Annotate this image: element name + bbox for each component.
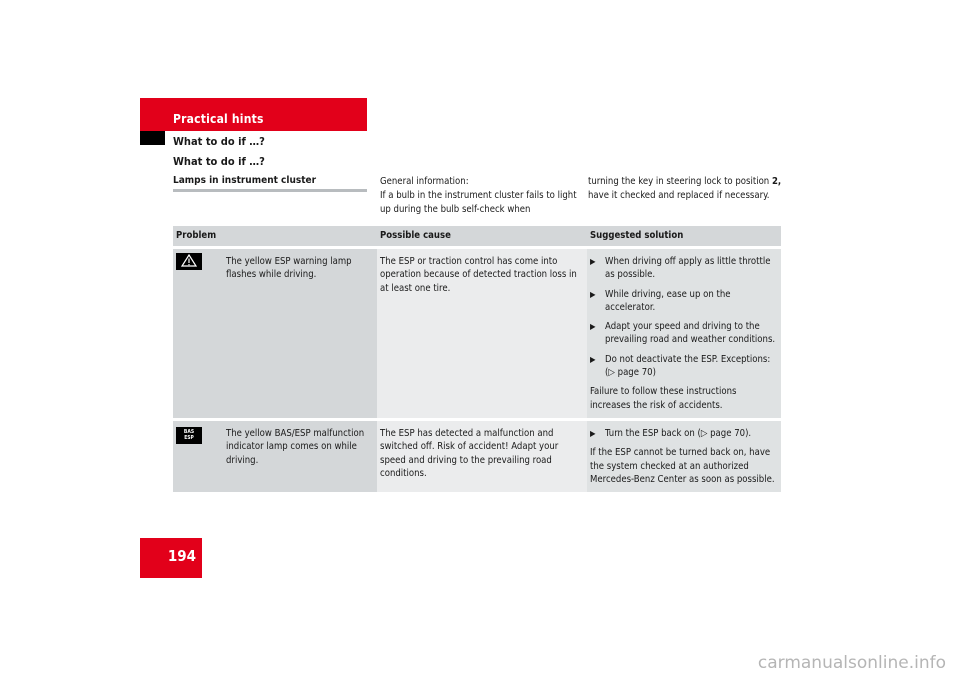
problem-text: The yellow ESP warning lamp flashes while driving. <box>223 248 377 420</box>
bullet-arrow-icon: ▶ <box>590 257 596 266</box>
section-tab-marker <box>140 131 165 145</box>
table-row <box>173 248 781 420</box>
solution-step: ▶ When driving off apply as little throttle as possible. <box>590 256 771 281</box>
solution-step: ▶ Do not deactivate the ESP. Exceptions: (▷ page 70) <box>590 353 771 379</box>
cause-text: The ESP or traction control has come into operation because of detected traction loss in at least one tire. <box>377 248 587 420</box>
table-row <box>173 419 781 492</box>
warning-note: Failure to follow these instructions increases the risk of accidents. <box>590 386 737 411</box>
esp-warning-icon <box>176 253 202 270</box>
position-number: 2, <box>771 176 782 187</box>
icon-cell <box>173 248 223 420</box>
chapter-title: What to do if …? <box>173 135 265 148</box>
solution-cell <box>587 419 781 492</box>
page-number-box <box>140 538 202 578</box>
header-solution: Suggested solution <box>587 226 781 248</box>
header-problem: Problem <box>173 226 377 248</box>
bullet-arrow-icon: ▶ <box>590 354 596 364</box>
warning-note: If the ESP cannot be turned back on, have the system checked at an authorized Mercedes-Benz Center as soon as possible. <box>590 447 775 485</box>
general-info-col2: turning the key in steering lock to position 2, have it checked and replaced if necessary. <box>588 176 782 201</box>
solution-step: ▶ While driving, ease up on the accelerator. <box>590 288 731 313</box>
solution-step: ▶ Adapt your speed and driving to the prevailing road and weather conditions. <box>590 321 776 346</box>
header-cause: Possible cause <box>377 226 587 248</box>
section-label: Practical hints <box>173 112 264 126</box>
problem-text: The yellow BAS/ESP malfunction indicator lamp comes on while driving. <box>223 419 377 492</box>
icon-cell <box>173 419 223 492</box>
bullet-arrow-icon: ▶ <box>590 322 596 332</box>
problem-table <box>173 226 781 492</box>
block-title: Lamps in instrument cluster <box>173 175 317 186</box>
cause-text: The ESP has detected a malfunction and switched off. Risk of accident! Adapt your speed and driving to the prevailing road conditions. <box>377 419 587 492</box>
general-info-col1: General information: If a bulb in the instrument cluster fails to light up during the bulb self-check when <box>380 176 577 215</box>
block-title-underline <box>173 189 367 192</box>
bullet-arrow-icon: ▶ <box>590 289 596 299</box>
bas-esp-icon: BAS ESP <box>176 427 202 444</box>
page-number: 194 <box>167 547 196 565</box>
table-header-row <box>173 226 781 248</box>
page-title: What to do if …? <box>173 155 265 168</box>
watermark: carmanualsonline.info <box>757 653 946 673</box>
solution-step: ▶ Turn the ESP back on (▷ page 70). <box>590 427 752 439</box>
solution-cell <box>587 248 781 420</box>
bullet-arrow-icon: ▶ <box>590 428 596 438</box>
section-banner <box>140 98 367 131</box>
